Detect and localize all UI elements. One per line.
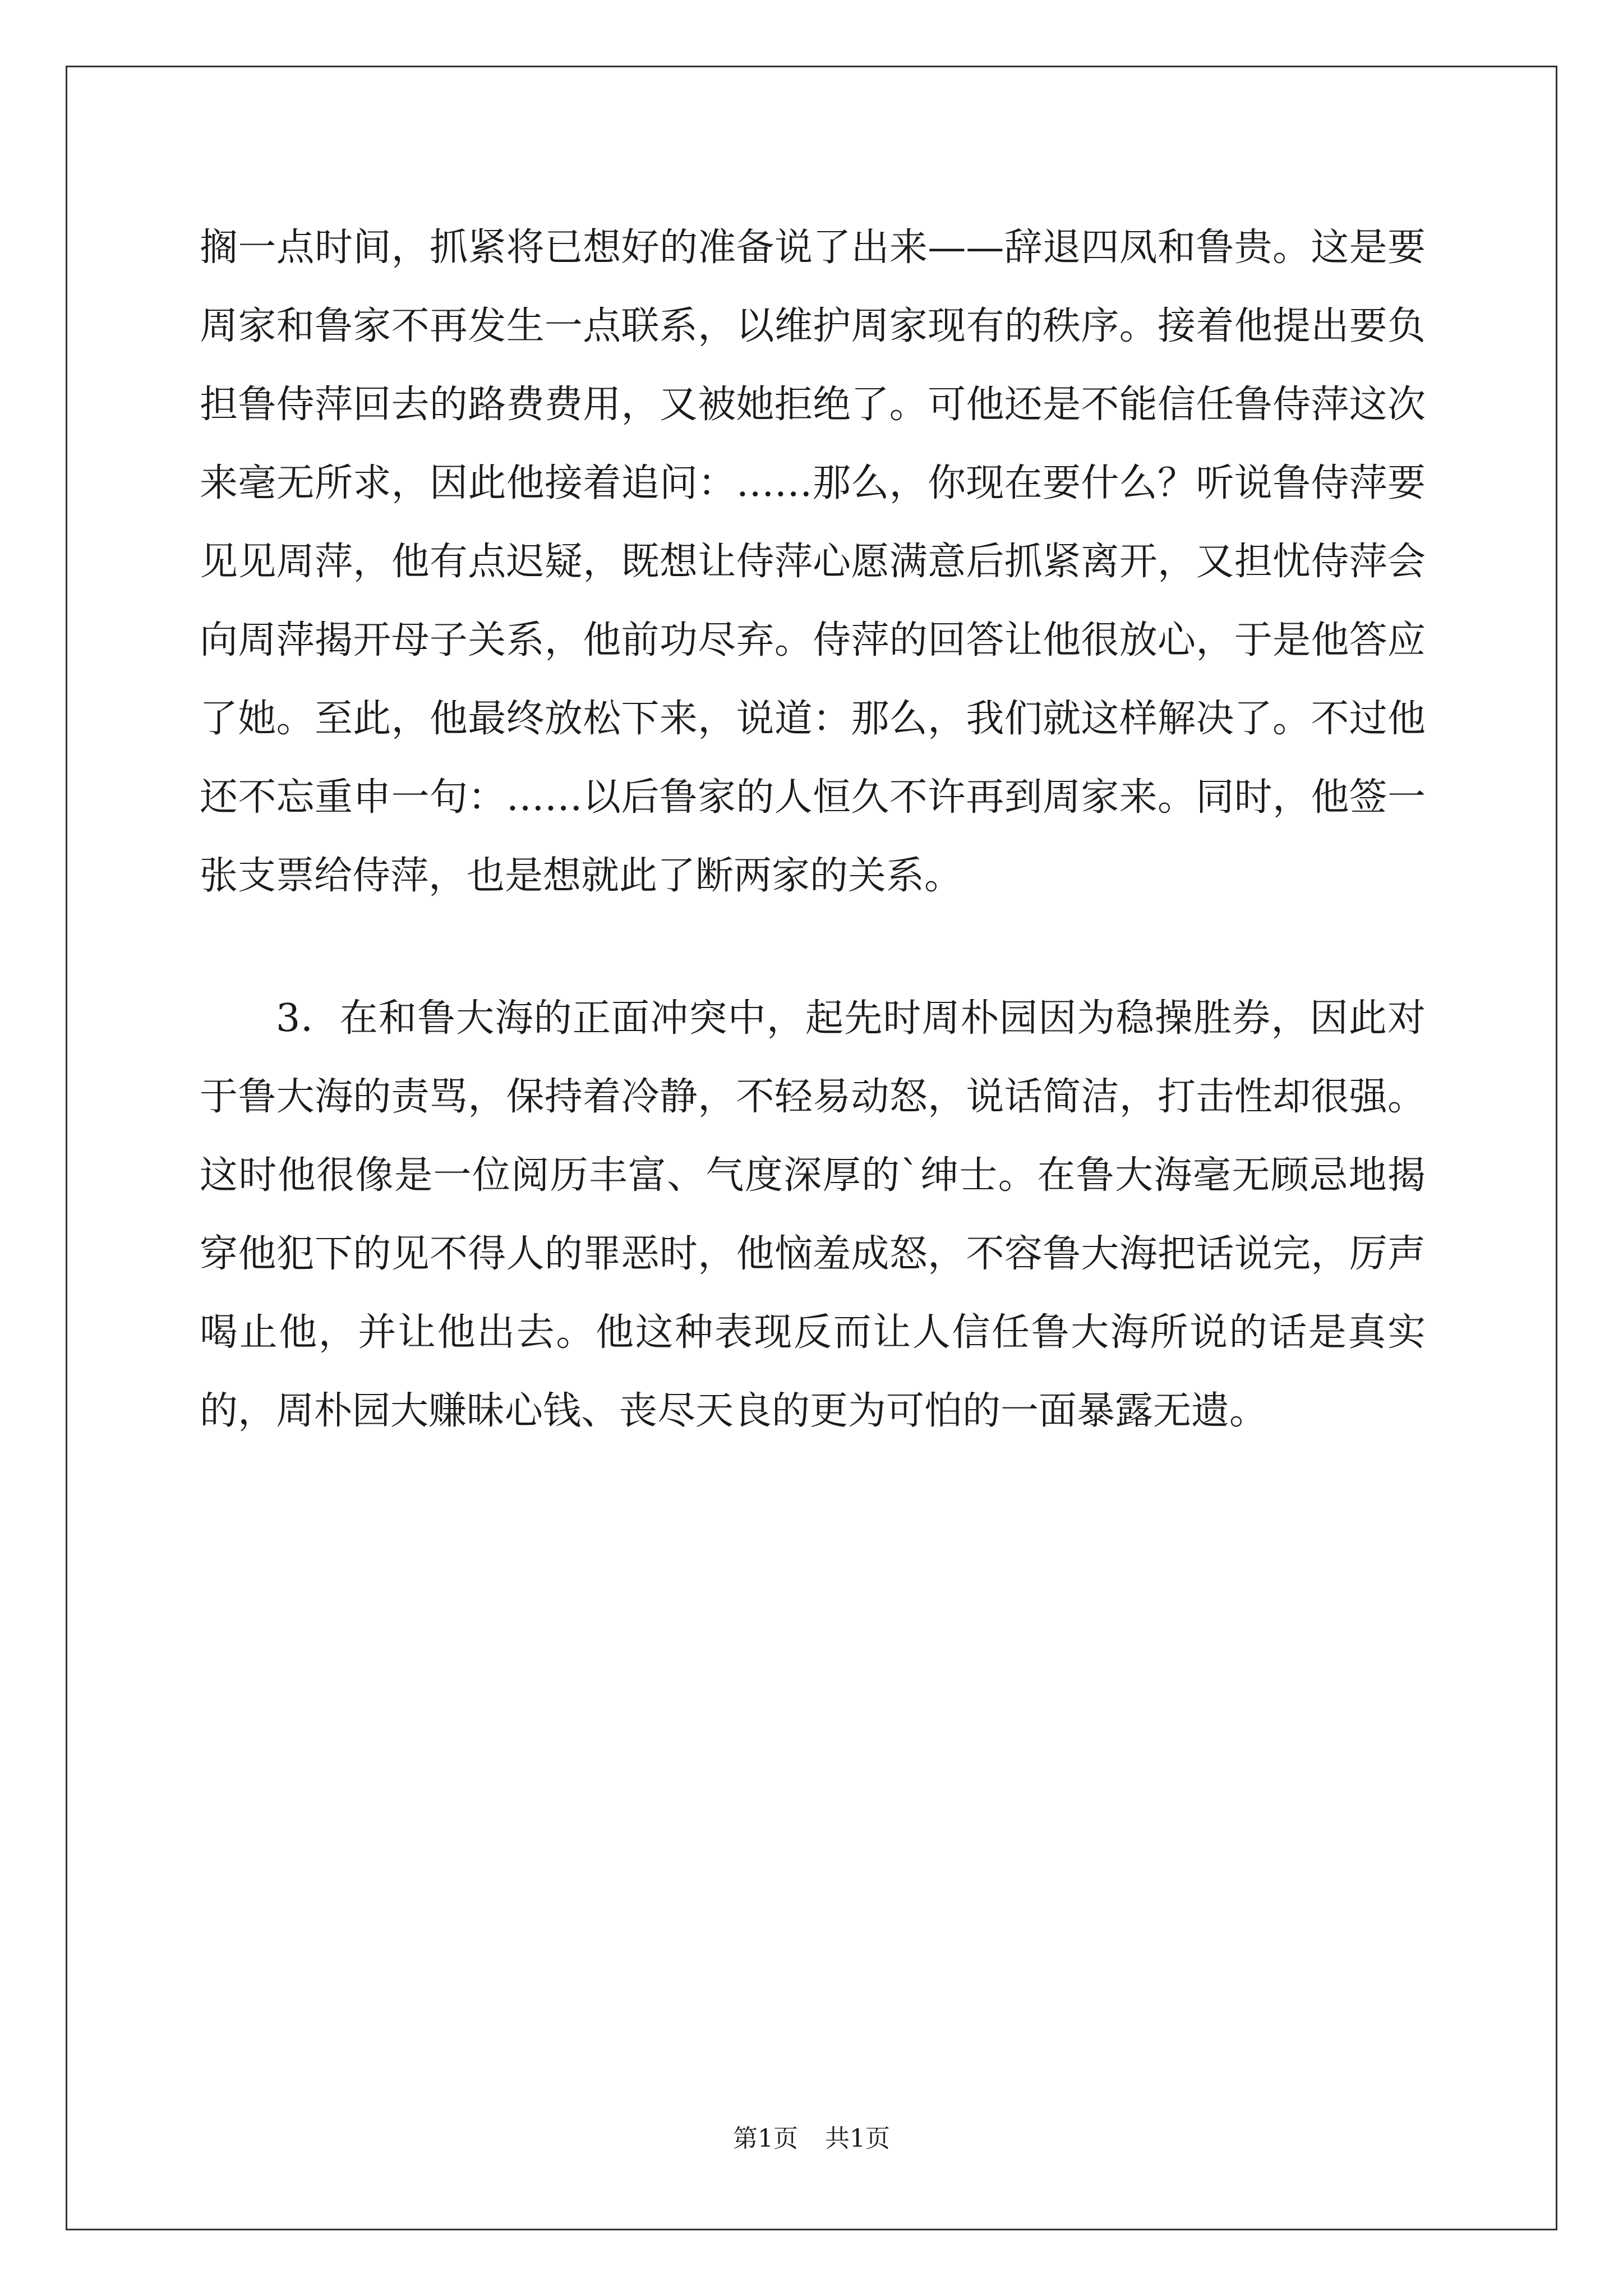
total-pages: 共1页 bbox=[825, 2124, 890, 2153]
paragraph-1: 搁一点时间，抓紧将已想好的准备说了出来——辞退四凤和鲁贵。这是要周家和鲁家不再发生一点联系，以维护周家现有的秩序。接着他提出要负担鲁侍萍回去的路费费用，又被她拒绝了。可他还是不能信任鲁侍萍这次来毫无所求，因此他接着追问：……那么，你现在要什么？听说鲁侍萍要见见周萍，他有点迟疑，既想让侍萍心愿满意后抓紧离开，又担忧侍萍会向周萍揭开母子关系，他前功尽弃。侍萍的回答让他很放心，于是他答应了她。至此，他最终放松下来，说道：那么，我们就这样解决了。不过他还不忘重申一句：……以后鲁家的人恒久不许再到周家来。同时，他签一张支票给侍萍，也是想就此了断两家的关系。 bbox=[200, 226, 1426, 898]
document-body bbox=[200, 209, 1426, 1451]
paragraph-2: 3．在和鲁大海的正面冲突中，起先时周朴园因为稳操胜券，因此对于鲁大海的责骂，保持着冷静，不轻易动怒，说话简洁，打击性却很强。这时他很像是一位阅历丰富、气度深厚的`绅士。在鲁大海毫无顾忌地揭穿他犯下的见不得人的罪恶时，他恼羞成怒，不容鲁大海把话说完，厉声喝止他，并让他出去。他这种表现反而让人信任鲁大海所说的话是真实的，周朴园大赚昧心钱、丧尽天良的更为可怕的一面暴露无遗。 bbox=[200, 996, 1426, 1433]
page-number: 第1页 bbox=[733, 2124, 798, 2153]
page-footer bbox=[0, 2122, 1623, 2156]
